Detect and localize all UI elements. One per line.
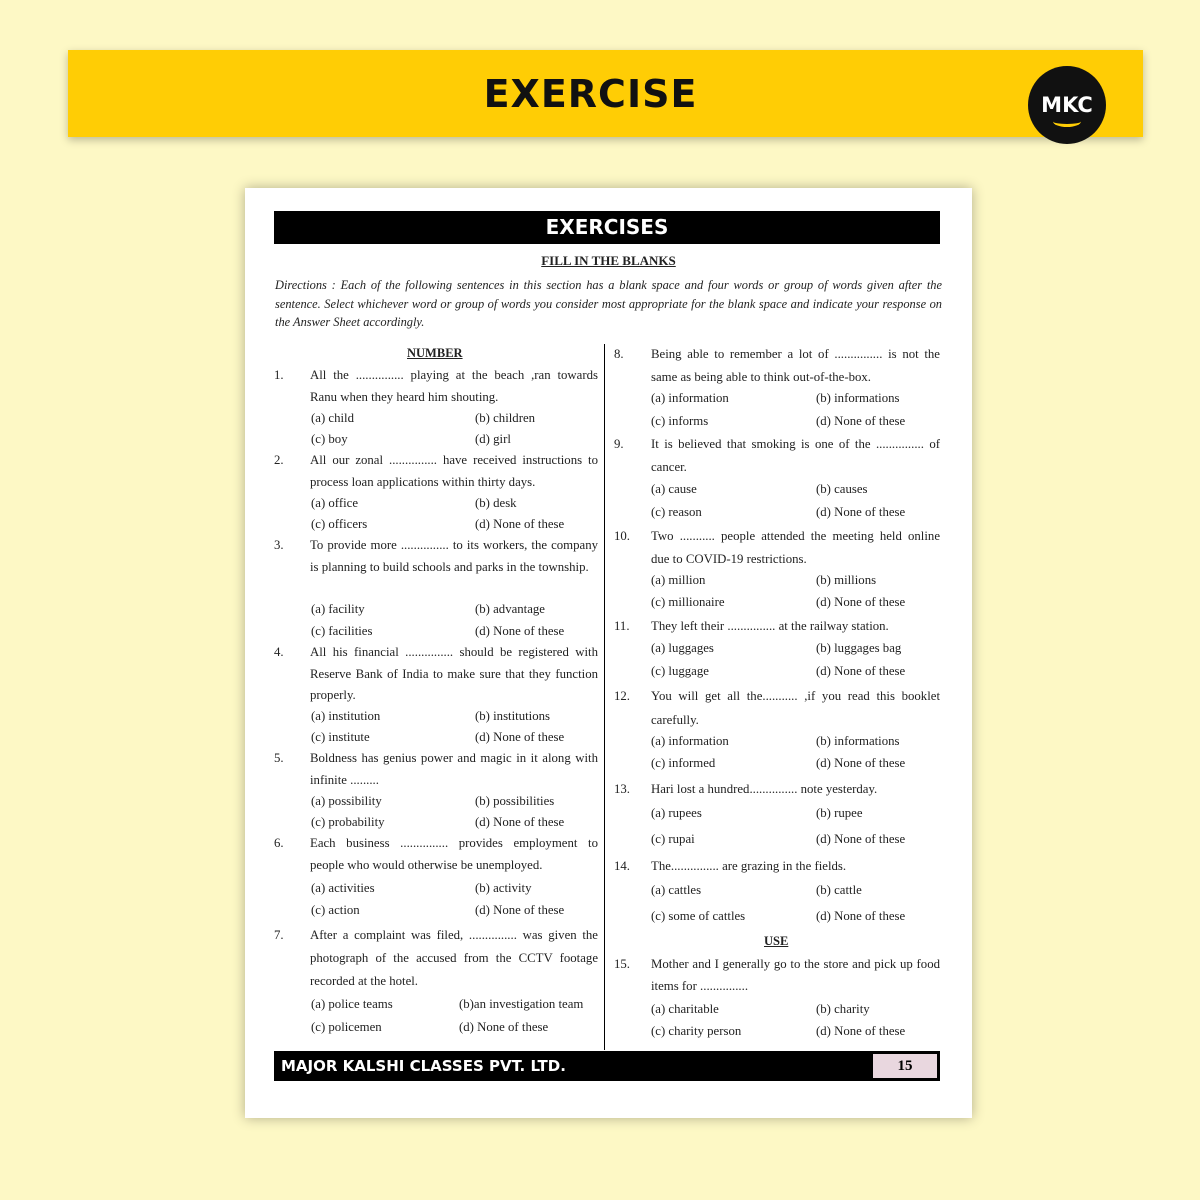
- option-b: (b) desk: [475, 496, 517, 510]
- option-a: (a) information: [651, 734, 729, 748]
- option-d: (d) None of these: [816, 909, 906, 923]
- option-b: (b) informations: [816, 391, 900, 405]
- option-c: (c) probability: [311, 815, 385, 829]
- question-number: 10.: [614, 529, 630, 543]
- question-text: Two ........... people attended the meeting held online due to COVID-19 restrictions.: [651, 529, 940, 566]
- section-subtitle: FILL IN THE BLANKS: [541, 253, 676, 268]
- option-a: (a) rupees: [651, 806, 702, 820]
- title-banner: [68, 50, 1143, 137]
- option-c: (c) luggage: [651, 664, 709, 678]
- option-a: (a) cause: [651, 482, 697, 496]
- question-number: 15.: [614, 957, 630, 971]
- option-b: (b) rupee: [816, 806, 863, 820]
- option-a: (a) charitable: [651, 1002, 719, 1016]
- exercises-header: EXERCISES: [274, 211, 940, 244]
- option-b: (b) children: [475, 411, 536, 425]
- option-b: (b) millions: [816, 573, 877, 587]
- question-text: Each business ............... provides employment to people who would otherwise be unemployed.: [310, 836, 598, 872]
- option-c: (c) policemen: [311, 1020, 382, 1034]
- option-d: (d) None of these: [816, 595, 906, 609]
- option-b: (b) institutions: [475, 709, 551, 723]
- option-b: (b) luggages bag: [816, 641, 902, 655]
- question-number: 4.: [274, 645, 284, 659]
- question-text: All his financial ............... should be registered with Reserve Bank of India to make sure that they function properly.: [310, 645, 598, 702]
- option-d: (d) None of these: [475, 903, 565, 917]
- banner-title: EXERCISE: [483, 71, 698, 116]
- question-number: 6.: [274, 836, 284, 850]
- question-number: 8.: [614, 347, 624, 361]
- question-text: Mother and I generally go to the store and pick up food items for ...............: [651, 957, 940, 993]
- question-number: 12.: [614, 689, 630, 703]
- question-text: They left their ............... at the railway station.: [651, 619, 889, 633]
- option-d: (d) None of these: [475, 624, 565, 638]
- option-a: (a) cattles: [651, 883, 702, 897]
- question-text: All the ............... playing at the beach ,ran towards Ranu when they heard him shouting.: [310, 368, 598, 404]
- question-text: It is believed that smoking is one of the ............... of cancer.: [651, 437, 940, 474]
- option-a: (a) million: [651, 573, 706, 587]
- option-d: (d) None of these: [816, 756, 906, 770]
- section-heading-use: USE: [764, 934, 789, 948]
- option-b: (b)an investigation team: [459, 997, 584, 1011]
- option-a: (a) facility: [311, 602, 365, 616]
- option-a: (a) activities: [311, 881, 375, 895]
- question-number: 11.: [614, 619, 630, 633]
- option-c: (c) action: [311, 903, 360, 917]
- question-text: Boldness has genius power and magic in it along with infinite .........: [310, 751, 598, 787]
- option-a: (a) child: [311, 411, 354, 425]
- option-c: (c) some of cattles: [651, 909, 746, 923]
- page-footer: [274, 1051, 940, 1081]
- option-d: (d) None of these: [816, 832, 906, 846]
- question-text: Being able to remember a lot of ............... is not the same as being able to think out-of-the-box.: [651, 347, 940, 384]
- question-text: After a complaint was filed, ............... was given the photograph of the accused from the CCTV footage recorded at the hotel.: [310, 928, 598, 988]
- option-d: (d) None of these: [816, 1024, 906, 1038]
- option-b: (b) advantage: [475, 602, 545, 616]
- option-c: (c) institute: [311, 730, 370, 744]
- option-d: (d) girl: [475, 432, 511, 446]
- question-text: The............... are grazing in the fields.: [651, 859, 847, 873]
- question-number: 14.: [614, 859, 630, 873]
- option-c: (c) reason: [651, 505, 702, 519]
- mkc-logo: [1028, 66, 1106, 144]
- option-b: (b) activity: [475, 881, 532, 895]
- section-heading-number: NUMBER: [407, 346, 463, 360]
- question-text: Hari lost a hundred............... note yesterday.: [651, 782, 878, 796]
- option-a: (a) police teams: [311, 997, 393, 1011]
- option-a: (a) institution: [311, 709, 381, 723]
- option-a: (a) possibility: [311, 794, 382, 808]
- option-c: (c) charity person: [651, 1024, 742, 1038]
- option-d: (d) None of these: [816, 414, 906, 428]
- option-b: (b) possibilities: [475, 794, 555, 808]
- question-number: 5.: [274, 751, 284, 765]
- option-d: (d) None of these: [816, 505, 906, 519]
- document-page: [245, 188, 972, 1118]
- option-d: (d) None of these: [475, 730, 565, 744]
- footer-publisher: MAJOR KALSHI CLASSES PVT. LTD.: [281, 1057, 566, 1075]
- option-a: (a) office: [311, 496, 359, 510]
- question-number: 3.: [274, 538, 284, 552]
- question-text: You will get all the........... ,if you read this booklet carefully.: [651, 689, 940, 727]
- question-number: 1.: [274, 368, 284, 382]
- option-c: (c) boy: [311, 432, 348, 446]
- option-c: (c) officers: [311, 517, 368, 531]
- column-divider: [604, 344, 605, 1050]
- question-text: All our zonal ............... have received instructions to process loan applications within thirty days.: [310, 453, 598, 489]
- option-a: (a) luggages: [651, 641, 714, 655]
- option-d: (d) None of these: [459, 1020, 549, 1034]
- question-number: 13.: [614, 782, 630, 796]
- question-number: 9.: [614, 437, 624, 451]
- option-c: (c) informed: [651, 756, 716, 770]
- page-number: 15: [873, 1054, 937, 1078]
- option-d: (d) None of these: [475, 517, 565, 531]
- option-b: (b) charity: [816, 1002, 870, 1016]
- option-b: (b) cattle: [816, 883, 862, 897]
- option-b: (b) informations: [816, 734, 900, 748]
- option-c: (c) millionaire: [651, 595, 725, 609]
- directions-text: Directions : Each of the following sentences in this section has a blank space and four words or group of words given after the sentence. Select whichever word or group of words you consider most appropriate for the blank space and indicate your response on the Answer Sheet accordingly.: [275, 278, 942, 329]
- option-d: (d) None of these: [475, 815, 565, 829]
- option-b: (b) causes: [816, 482, 868, 496]
- logo-smile-icon: [1053, 116, 1081, 127]
- option-c: (c) rupai: [651, 832, 695, 846]
- option-a: (a) information: [651, 391, 729, 405]
- question-text: To provide more ............... to its workers, the company is planning to build schools and parks in the township.: [310, 538, 598, 574]
- logo-text: MKC: [1041, 93, 1093, 117]
- question-number: 7.: [274, 928, 284, 942]
- option-c: (c) facilities: [311, 624, 373, 638]
- question-number: 2.: [274, 453, 284, 467]
- option-d: (d) None of these: [816, 664, 906, 678]
- option-c: (c) informs: [651, 414, 709, 428]
